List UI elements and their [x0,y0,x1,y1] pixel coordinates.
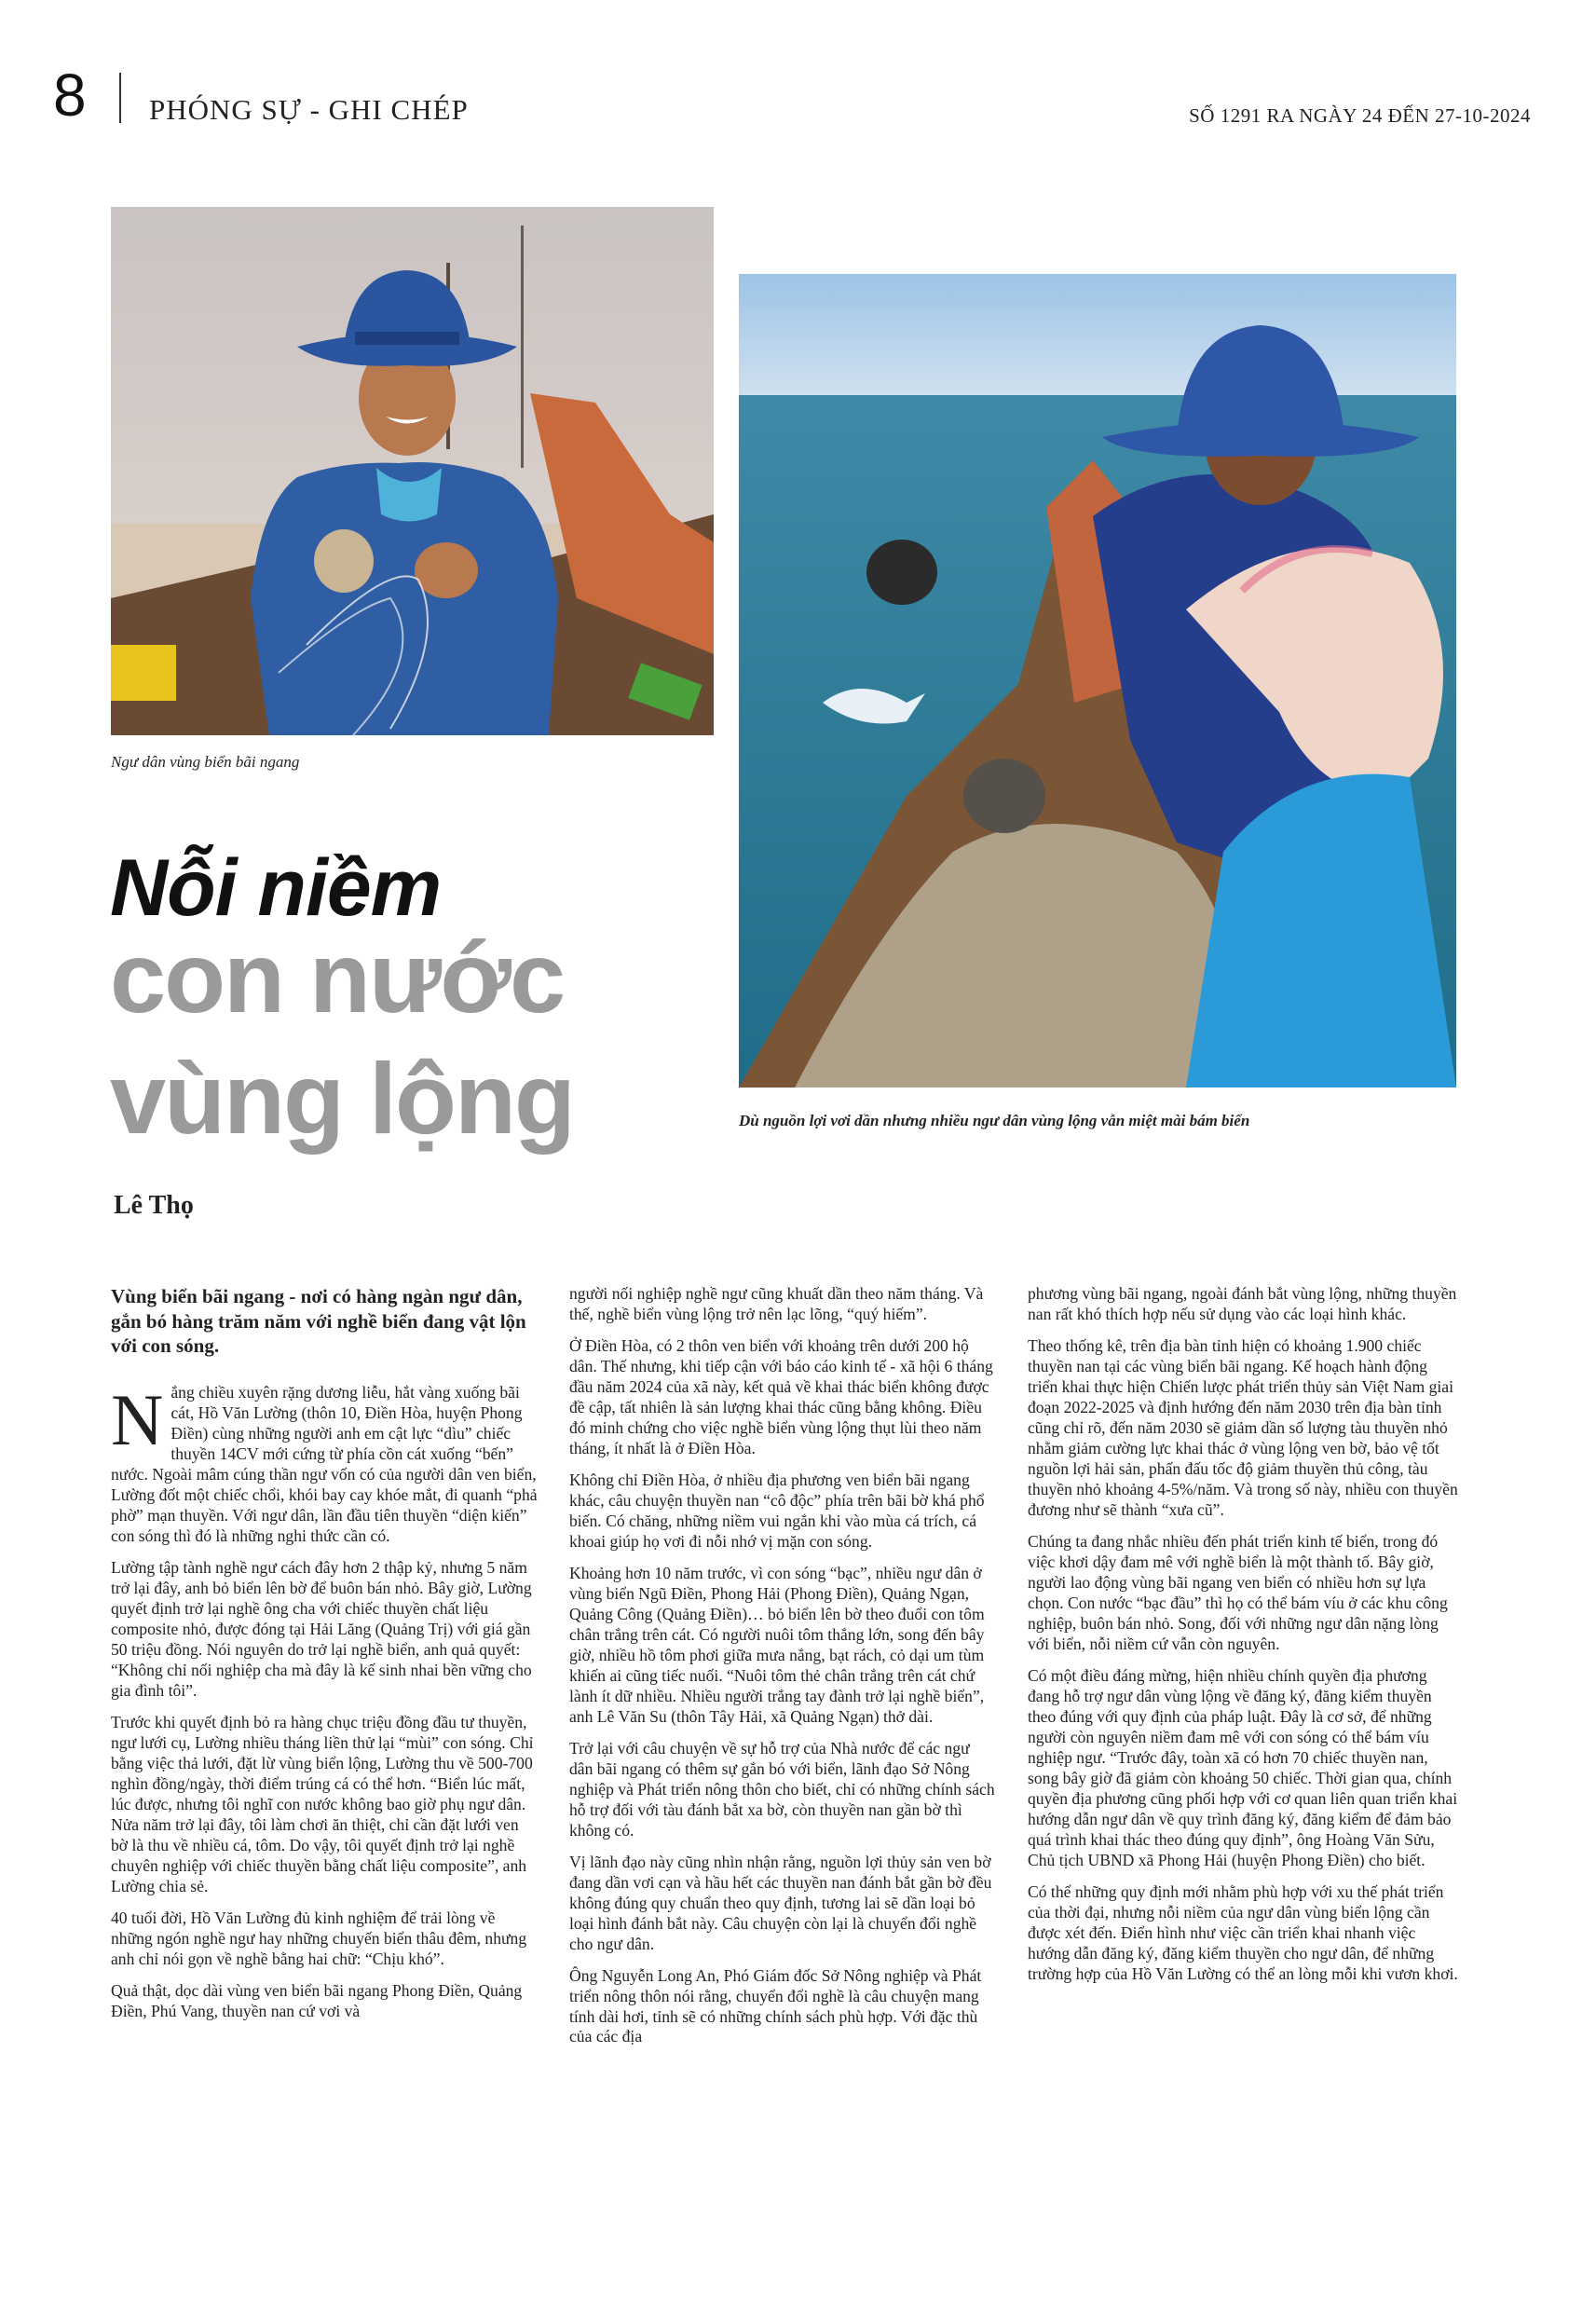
paragraph [111,1378,538,1547]
paragraph-text: ắng chiều xuyên rặng dương liễu, hắt vàng xuống bãi cát, Hồ Văn Lường (thôn 10, Điền Hòa, huyện Phong Điền) cùng những người anh em cật lực “dìu” chiếc thuyền 14CV mới cứng từ phía cồn cát xuống “bến” nước. Ngoài mâm cúng thần ngư vốn có của người dân ven biển, Lường đốt một chiếc chổi, khói bay cay khóe mắt, đi quanh “phả phờ” mạn thuyền. Với ngư dân, lần đầu tiên thuyền “diện kiến” con sóng thì đó là những nghi thức cần có. [111,1382,538,1545]
article-lead: Vùng biển bãi ngang - nơi có hàng ngàn ngư dân, gắn bó hàng trăm năm với nghề biển đang vật lộn với con sóng. [111,1285,526,1358]
paragraph: Quả thật, dọc dài vùng ven biển bãi ngang Phong Điền, Quảng Điền, Phú Vang, thuyền nan cứ vơi và [111,1980,523,2020]
paragraph: Chúng ta đang nhắc nhiều đến phát triển kinh tế biển, trong đó việc khơi dậy đam mê với nghề biển là một thành tố. Bây giờ, người lao động vùng bãi ngang ven biển có nhiều hơn sự lựa chọn. Con nước “bạc đầu” thì họ có thể bám víu ở các khu công nghiệp, buôn bán nhỏ. Song, đối với những ngư dân nặng lòng với biển, nỗi niềm cứ vẫn còn nguyên. [1028,1531,1448,1653]
paragraph: Ông Nguyễn Long An, Phó Giám đốc Sở Nông nghiệp và Phát triển nông thôn nói rằng, chuyển đổi nghề là câu chuyện mang tính dài hơi, tỉnh sẽ có những chính sách phù hợp. Với đặc thù của các địa [569,1965,982,2046]
paragraph: Ở Điền Hòa, có 2 thôn ven biển với khoảng trên dưới 200 hộ dân. Thế nhưng, khi tiếp cận với báo cáo kinh tế - xã hội 6 tháng đầu năm 2024 của xã này, kết quả về khai thác biển không được đề cập, tất nhiên là sản lượng khai thác cũng bằng không. Điều đó minh chứng cho việc nghề biển vùng lộng thụt lùi theo năm tháng, ít nhất là ở Điền Hòa. [569,1335,993,1457]
fisherman-photo [111,207,714,735]
headline-line1: Nỗi niềm [110,843,442,933]
paragraph: người nối nghiệp nghề ngư cũng khuất dần theo năm tháng. Và thế, nghề biển vùng lộng trở nên lạc lõng, “quý hiếm”. [569,1284,984,1323]
paragraph: Vị lãnh đạo này cũng nhìn nhận rằng, nguồn lợi thủy sản ven bờ đang dần vơi cạn và hầu hết các thuyền nan đánh bắt gần bờ đều không đúng quy chuẩn theo quy định, tương lai sẽ dần loại bỏ loại hình đánh bắt này. Câu chuyện còn lại là chuyển đổi nghề cho ngư dân. [569,1852,992,1953]
drop-cap: N [111,1378,164,1460]
article-column-3 [1028,1284,1458,1996]
photo1-caption: Ngư dân vùng biển bãi ngang [111,753,300,771]
paragraph: Khoảng hơn 10 năm trước, vì con sóng “bạc”, nhiều ngư dân ở vùng biển Ngũ Điền, Phong Hải (Phong Điền), Quảng Ngạn, Quảng Công (Quảng Điền)… bỏ biển lên bờ theo đuổi con tôm chân trắng trên cát. Có người nuôi tôm thắng lớn, song đến bây giờ, nhiều hồ tôm phơi giữa mưa nắng, bạt rách, cỏ dại um tùm khiến ai cũng tiếc nuối. “Nuôi tôm thẻ chân trắng trên cát chứ lành ít dữ nhiều. Nhiều người trắng tay đành trở lại nghề biển”, anh Lê Văn Su (thôn Tây Hải, xã Quảng Ngạn) thở dài. [569,1563,985,1726]
paragraph: Lường tập tành nghề ngư cách đây hơn 2 thập kỷ, nhưng 5 năm trở lại đây, anh bỏ biển lên bờ để buôn bán nhỏ. Bây giờ, Lường quyết định trở lại nghề ông cha với chiếc thuyền chất liệu composite nhỏ, được đóng tại Hải Lăng (Quảng Trị) với giá gần 50 triệu đồng. Nói nguyên do trở lại nghề biển, anh quả quyết: “Không chỉ nối nghiệp cha mà đây là kế sinh nhai bền vững cho gia đình tôi”. [111,1557,532,1700]
photo2-caption: Dù nguồn lợi vơi dần nhưng nhiều ngư dân vùng lộng vẫn miệt mài bám biển [739,1112,1250,1129]
paragraph: Trở lại với câu chuyện về sự hỗ trợ của Nhà nước để các ngư dân bãi ngang có thêm sự gắn bó với biển, lãnh đạo Sở Nông nghiệp và Phát triển nông thôn cho biết, chỉ có những chính sách hỗ trợ đối với tàu đánh bắt xa bờ, còn thuyền nan gần bờ thì không có. [569,1738,995,1840]
paragraph: Trước khi quyết định bỏ ra hàng chục triệu đồng đầu tư thuyền, ngư lưới cụ, Lường nhiều tháng liền thử lại “mùi” con sóng. Chỉ bằng việc thả lưới, đặt lừ vùng biển lộng, Lường thu về 500-700 nghìn đồng/ngày, thời điểm trúng cá có thể hơn. “Biển lúc mất, lúc được, nhưng tôi nghĩ con nước không bao giờ phụ ngư dân. Nửa năm trở lại đây, tôi làm chơi ăn thiệt, chỉ cần đặt lưới ven bờ là thu về nhiều cá, tôm. Do vậy, tôi quyết định trở lại nghề chuyên nghiệp với chiếc thuyền bằng chất liệu composite”, anh Lường chia sẻ. [111,1712,534,1895]
issue-info: SỐ 1291 RA NGÀY 24 ĐẾN 27-10-2024 [1189,104,1531,127]
section-title: PHÓNG SỰ - GHI CHÉP [149,93,469,126]
article-column-2 [569,1284,996,2059]
page-number: 8 [53,62,87,129]
author-byline: Lê Thọ [114,1191,194,1220]
paragraph: phương vùng bãi ngang, ngoài đánh bắt vùng lộng, những thuyền nan rất khó thích hợp nếu sử dụng vào các loại hình khác. [1028,1284,1457,1323]
fishing-boat-photo [739,274,1456,1088]
headline-line3: vùng lộng [110,1042,574,1155]
article-column-1 [111,1284,538,2033]
header-divider [119,73,121,123]
paragraph: 40 tuổi đời, Hồ Văn Lường đủ kinh nghiệm để trải lòng về những ngón nghề ngư hay những chuyến biển thâu đêm, nhưng anh chỉ nói gọn về nghề bằng hai chữ: “Chịu khó”. [111,1908,527,1968]
paragraph: Có một điều đáng mừng, hiện nhiều chính quyền địa phương đang hỗ trợ ngư dân vùng lộng về đăng ký, đăng kiểm thuyền theo đúng với quy định của pháp luật. Đây là cơ sở, để những người còn nguyên niềm đam mê với con sóng có thể bám víu nghiệp ngư. “Trước đây, toàn xã có hơn 70 chiếc thuyền nan, song bây giờ đã giảm còn khoảng 50 chiếc. Thời gian qua, chính quyền địa phương cũng phối hợp với cơ quan liên quan triển khai hướng dẫn ngư dân về quy trình đăng ký, đăng kiểm để đảm bảo quá trình khai thác theo đúng quy định”, ông Hoàng Văn Sửu, Chủ tịch UBND xã Phong Hải (huyện Phong Điền) cho biết. [1028,1665,1458,1869]
headline-line2: con nước [110,921,565,1033]
paragraph: Không chỉ Điền Hòa, ở nhiều địa phương ven biển bãi ngang khác, câu chuyện thuyền nan “cô độc” phía trên bãi bờ khá phổ biến. Có chăng, những niềm vui ngắn khi vào mùa cá trích, cá khoai giúp họ vơi đi nỗi nhớ vị mặn con sóng. [569,1470,985,1551]
paragraph: Theo thống kê, trên địa bàn tỉnh hiện có khoảng 1.900 chiếc thuyền nan tại các vùng biển bãi ngang. Kế hoạch hành động triển khai thực hiện Chiến lược phát triển thủy sản Việt Nam giai đoạn 2022-2025 và định hướng đến năm 2030 trên địa bàn tỉnh cũng chỉ rõ, đến năm 2030 sẽ giảm dần số lượng tàu thuyền nhỏ nhằm giảm cường lực khai thác ở vùng lộng ven bờ, bảo vệ tốt nguồn lợi hải sản, phấn đấu tốc độ giảm thuyền thủ công, tàu thuyền nhỏ khoảng 4-5%/năm. Và trong số này, nhiều con thuyền đương như sẽ thành “xưa cũ”. [1028,1335,1458,1519]
paragraph: Có thể những quy định mới nhằm phù hợp với xu thế phát triển của thời đại, nhưng nỗi niềm của ngư dân vùng biển lộng cần được xét đến. Điển hình như việc cần triển khai nhanh việc hướng dẫn đăng ký, đăng kiểm thuyền cho ngư dân, để những trường hợp của Hồ Văn Lường có thể an lòng mỗi khi vươn khơi. [1028,1881,1458,1983]
